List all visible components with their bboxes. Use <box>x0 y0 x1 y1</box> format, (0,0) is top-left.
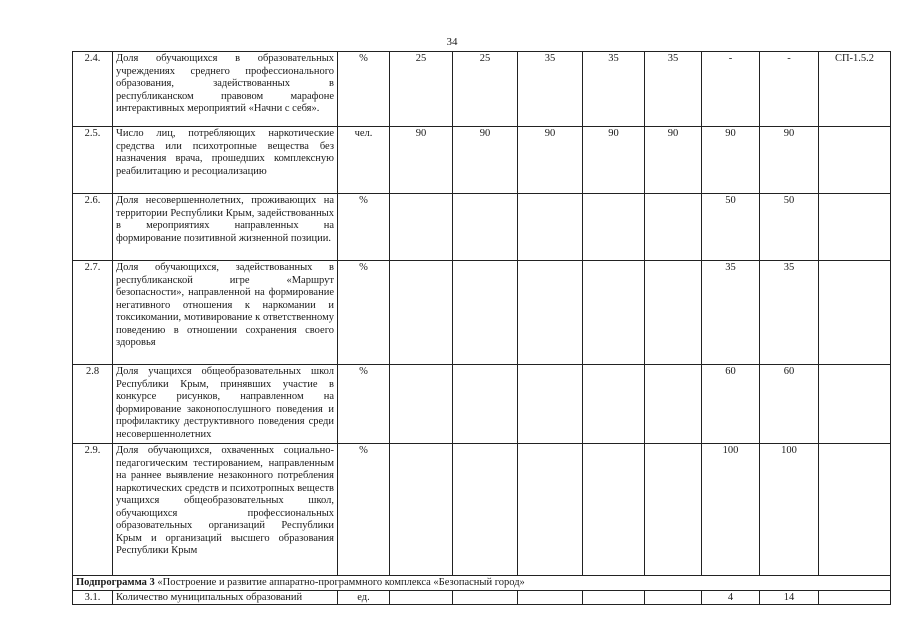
subprogram-title: «Построение и развитие аппаратно-программного комплекса «Безопасный город» <box>154 577 525 588</box>
value-cell <box>518 194 583 261</box>
table-row <box>73 194 891 261</box>
value-cell: 50 <box>702 194 760 261</box>
unit-cell: % <box>338 52 390 127</box>
reference-cell <box>819 444 891 576</box>
unit-cell: % <box>338 261 390 365</box>
unit-cell: чел. <box>338 127 390 194</box>
value-cell: 25 <box>453 52 518 127</box>
unit-cell: % <box>338 444 390 576</box>
indicator-description: Доля учащихся общеобразовательных школ Республики Крым, принявших участие в конкурсе рисунков, направленном на формирование законопослушного поведения и профилактику деструктивного поведения среди несовершеннолетних <box>113 365 338 444</box>
indicator-description: Доля обучающихся в образовательных учреждениях среднего профессионального образования, задействованных в республиканском правовом марафоне интерактивных мероприятий «Начни с себя». <box>113 52 338 127</box>
unit-cell: % <box>338 365 390 444</box>
value-cell: - <box>702 52 760 127</box>
unit-cell: ед. <box>338 590 390 605</box>
value-cell: 25 <box>390 52 453 127</box>
value-cell <box>390 365 453 444</box>
value-cell <box>453 261 518 365</box>
indicator-description: Доля обучающихся, охваченных социально-педагогическим тестированием, направленным на раннее выявление незаконного потребления наркотических средств и психотропных веществ учащихся общеобразовательных школ, обучающихся профессиональных образовательных организаций Республики Крым и организаций высшего образования Республики Крым <box>113 444 338 576</box>
value-cell <box>518 365 583 444</box>
value-cell: 90 <box>583 127 645 194</box>
value-cell <box>518 444 583 576</box>
value-cell <box>645 590 702 605</box>
value-cell: 4 <box>702 590 760 605</box>
value-cell: 14 <box>760 590 819 605</box>
unit-cell: % <box>338 194 390 261</box>
value-cell: 35 <box>518 52 583 127</box>
value-cell: - <box>760 52 819 127</box>
value-cell <box>583 194 645 261</box>
reference-cell <box>819 590 891 605</box>
row-number: 2.5. <box>73 127 113 194</box>
value-cell <box>583 365 645 444</box>
indicator-description: Количество муниципальных образований <box>113 590 338 605</box>
value-cell <box>390 194 453 261</box>
value-cell <box>518 261 583 365</box>
value-cell: 60 <box>760 365 819 444</box>
subprogram-row <box>73 576 891 591</box>
page-number: 34 <box>446 36 458 48</box>
value-cell: 50 <box>760 194 819 261</box>
indicators-table <box>72 51 891 605</box>
value-cell: 100 <box>760 444 819 576</box>
reference-cell <box>819 365 891 444</box>
table-row <box>73 127 891 194</box>
value-cell <box>453 194 518 261</box>
value-cell <box>583 261 645 365</box>
value-cell: 90 <box>390 127 453 194</box>
table-row <box>73 365 891 444</box>
reference-cell: СП-1.5.2 <box>819 52 891 127</box>
row-number: 2.6. <box>73 194 113 261</box>
value-cell <box>645 444 702 576</box>
value-cell: 60 <box>702 365 760 444</box>
value-cell: 35 <box>702 261 760 365</box>
reference-cell <box>819 194 891 261</box>
table-row <box>73 261 891 365</box>
value-cell <box>390 590 453 605</box>
row-number: 3.1. <box>73 590 113 605</box>
value-cell: 35 <box>583 52 645 127</box>
reference-cell <box>819 261 891 365</box>
value-cell: 90 <box>702 127 760 194</box>
table-row <box>73 52 891 127</box>
indicator-description: Доля обучающихся, задействованных в республиканской игре «Маршрут безопасности», направленной на формирование негативного отношения к наркомании и токсикомании, мотивирование к ответственному поведению в отношении сохранения своего здоровья <box>113 261 338 365</box>
row-number: 2.9. <box>73 444 113 576</box>
row-number: 2.7. <box>73 261 113 365</box>
value-cell <box>453 444 518 576</box>
value-cell <box>645 261 702 365</box>
value-cell <box>645 194 702 261</box>
table-row <box>73 590 891 605</box>
row-number: 2.4. <box>73 52 113 127</box>
indicator-description: Доля несовершеннолетних, проживающих на территории Республики Крым, задействованных в мероприятиях направленных на формирование позитивной жизненной позиции. <box>113 194 338 261</box>
value-cell: 100 <box>702 444 760 576</box>
value-cell <box>518 590 583 605</box>
subprogram-label: Подпрограмма 3 <box>76 577 155 588</box>
value-cell: 90 <box>453 127 518 194</box>
row-number: 2.8 <box>73 365 113 444</box>
value-cell: 90 <box>760 127 819 194</box>
value-cell <box>390 261 453 365</box>
value-cell: 90 <box>645 127 702 194</box>
value-cell <box>453 590 518 605</box>
table-row <box>73 444 891 576</box>
value-cell <box>645 365 702 444</box>
value-cell: 35 <box>645 52 702 127</box>
reference-cell <box>819 127 891 194</box>
value-cell <box>453 365 518 444</box>
value-cell <box>390 444 453 576</box>
value-cell <box>583 590 645 605</box>
value-cell: 90 <box>518 127 583 194</box>
value-cell: 35 <box>760 261 819 365</box>
subprogram-heading <box>73 576 891 591</box>
indicator-description: Число лиц, потребляющих наркотические средства или психотропные вещества без назначения врача, прошедших комплексную реабилитацию и ресоциализацию <box>113 127 338 194</box>
value-cell <box>583 444 645 576</box>
